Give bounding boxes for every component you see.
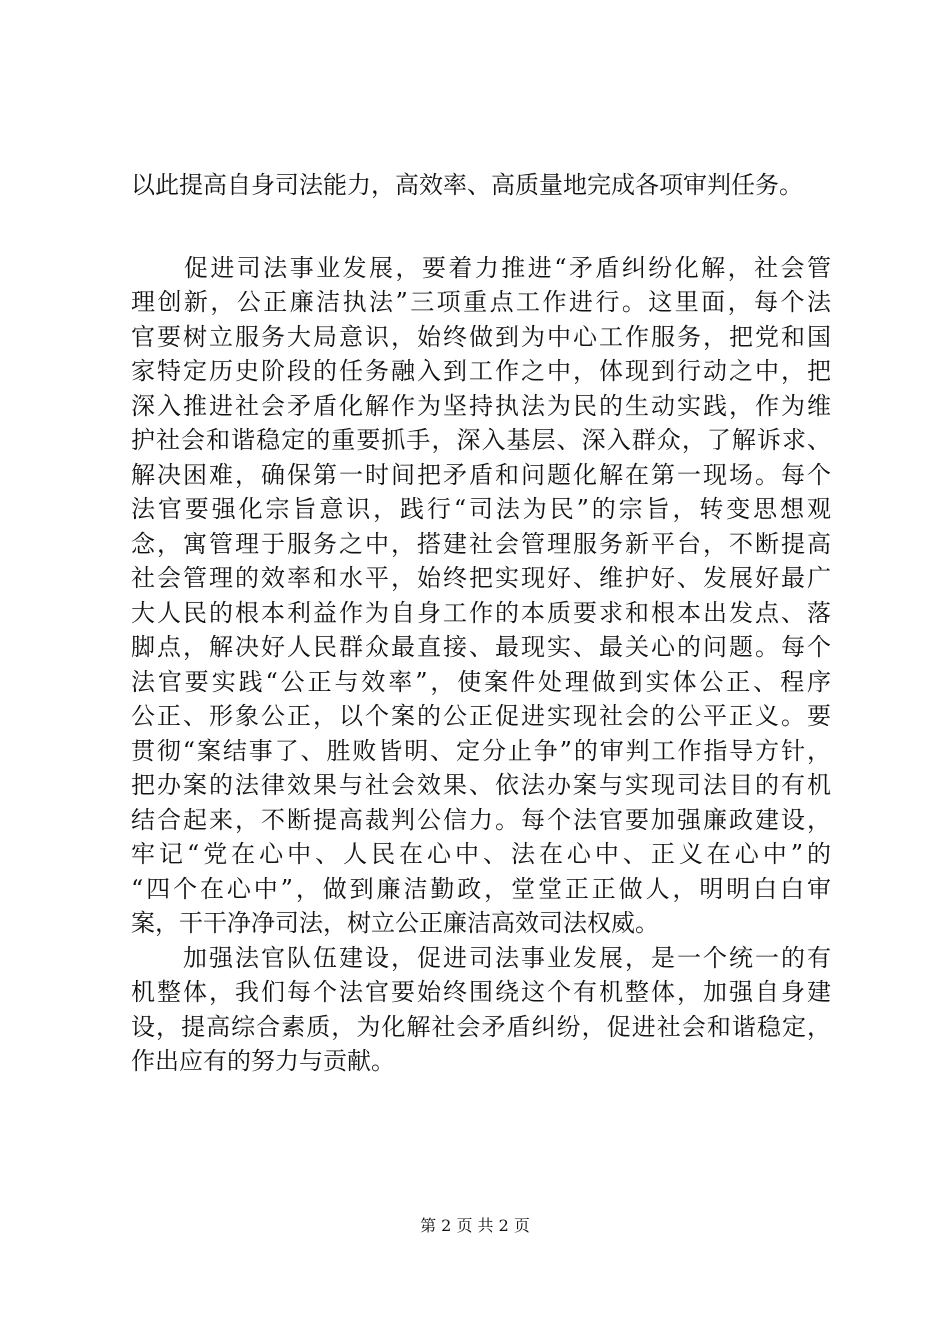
page-footer: 第 2 页 共 2 页 [420,1216,530,1235]
text-line: 案，干干净净司法，树立公正廉洁高效司法权威。 [131,909,659,937]
text-line: 以此提高自身司法能力，高效率、高质量地完成各项审判任务。 [131,171,803,199]
text-line: 法官要实践“公正与效率”，使案件处理做到实体公正、程序 [131,667,831,696]
document-body [131,168,831,1079]
text-line: 设，提高综合素质，为化解社会矛盾纠纷，促进社会和谐稳定， [131,1012,831,1041]
text-line: 社会管理的效率和水平，始终把实现好、维护好、发展好最广 [131,564,831,592]
text-line: 脚点，解决好人民群众最直接、最现实、最关心的问题。每个 [131,633,831,661]
text-line: 把办案的法律效果与社会效果、依法办案与实现司法目的有机 [131,771,831,799]
text-line: 公正、形象公正，以个案的公正促进实现社会的公平正义。要 [131,702,831,730]
text-line: 护社会和谐稳定的重要抓手，深入基层、深入群众，了解诉求、 [131,426,831,454]
text-line: 家特定历史阶段的任务融入到工作之中，体现到行动之中，把 [131,357,831,385]
text-line: 加强法官队伍建设，促进司法事业发展，是一个统一的有 [131,943,831,972]
text-line: “四个在心中”，做到廉洁勤政，堂堂正正做人，明明白白审 [131,874,831,903]
text-line: 理创新，公正廉洁执法”三项重点工作进行。这里面，每个法 [131,288,831,316]
text-line: 结合起来，不断提高裁判公信力。每个法官要加强廉政建设， [131,805,831,834]
text-line: 作出应有的努力与贡献。 [131,1047,395,1075]
text-line: 法官要强化宗旨意识，践行“司法为民”的宗旨，转变思想观 [131,495,831,523]
text-line: 机整体，我们每个法官要始终围绕这个有机整体，加强自身建 [131,978,831,1006]
text-line: 解决困难，确保第一时间把矛盾和问题化解在第一现场。每个 [131,460,831,489]
paragraph-gap [131,203,831,251]
text-line: 念，寓管理于服务之中，搭建社会管理服务新平台，不断提高 [131,529,831,558]
text-line: 贯彻“案结事了、胜败皆明、定分止争”的审判工作指导方针， [131,736,831,765]
text-line: 深入推进社会矛盾化解作为坚持执法为民的生动实践，作为维 [131,391,831,420]
text-line: 官要树立服务大局意识，始终做到为中心工作服务，把党和国 [131,322,831,351]
text-line: 大人民的根本利益作为自身工作的本质要求和根本出发点、落 [131,598,831,627]
text-line: 促进司法事业发展，要着力推进“矛盾纠纷化解，社会管 [131,253,831,282]
text-line: 牢记“党在心中、人民在心中、法在心中、正义在心中”的 [131,840,831,868]
